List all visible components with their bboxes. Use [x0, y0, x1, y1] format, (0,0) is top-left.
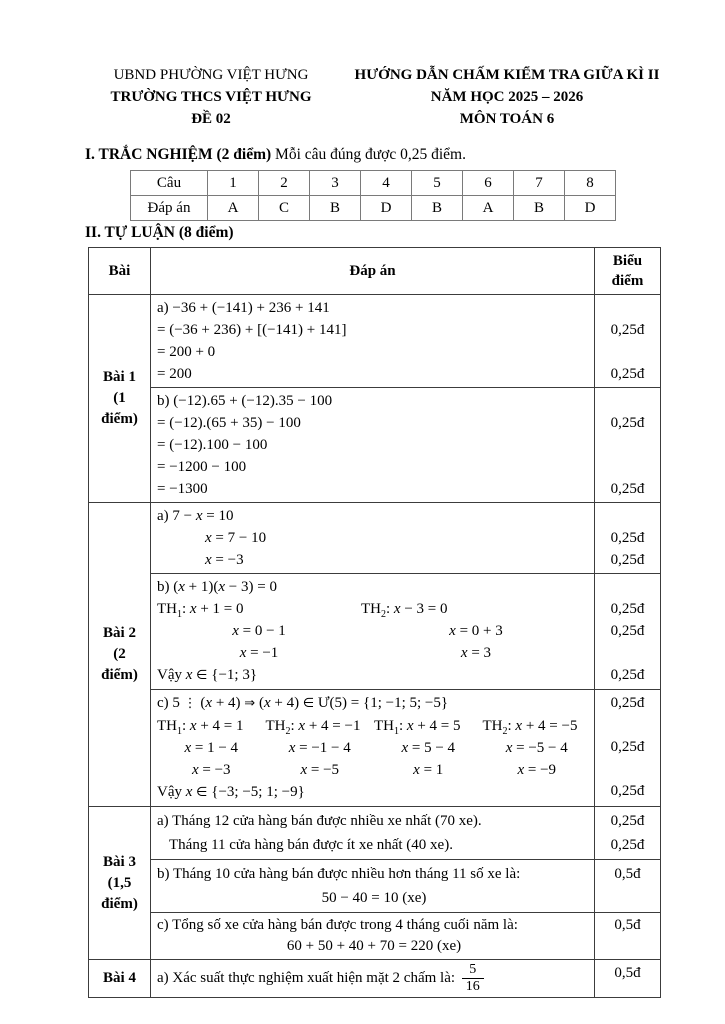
answer-line-segment: $TH_2$: x + 4 = −1	[265, 718, 361, 737]
essay-subrow	[89, 860, 661, 913]
answer-line-segment: x = −9	[517, 762, 557, 778]
school-name: TRƯỜNG THCS VIỆT HƯNG	[110, 89, 312, 105]
answer-line-segment: x = −1 − 4	[288, 740, 351, 756]
answer-line: a) −36 + (−141) + 236 + 141	[157, 300, 330, 316]
score-spacer	[595, 341, 660, 363]
mc-answer-value: A	[463, 196, 514, 221]
score-spacer	[595, 936, 660, 957]
column-header-bieu-diem: Biểu điểm	[595, 248, 661, 295]
multiple-choice-table	[130, 170, 616, 221]
answer-line-segment: x = −3	[191, 762, 231, 778]
answer-line: = −1200 − 100	[157, 459, 247, 475]
score-value: 0,25đ	[610, 601, 645, 617]
score-value: 0,5đ	[614, 917, 641, 933]
document-title: HƯỚNG DẪN CHẤM KIỂM TRA GIỮA KÌ II	[354, 67, 660, 83]
section-1-heading	[85, 146, 466, 164]
mc-question-number: 3	[310, 171, 361, 196]
answer-cell	[151, 960, 595, 998]
answer-cell	[151, 574, 595, 690]
answer-line-segment: $TH_1$: x + 4 = 5	[374, 718, 461, 737]
exercise-label: Bài 2 (2 điểm)	[89, 503, 151, 807]
mc-question-number: 4	[361, 171, 412, 196]
score-value: 0,25đ	[610, 813, 645, 829]
answer-line: x = 7 − 10	[205, 530, 267, 546]
score-value: 0,25đ	[610, 783, 645, 799]
mc-question-number: 8	[565, 171, 616, 196]
essay-header-row	[89, 248, 661, 295]
answer-cell	[151, 860, 595, 913]
score-spacer	[595, 642, 660, 664]
answer-line: = −1300	[157, 481, 208, 497]
score-value: 0,25đ	[610, 415, 645, 431]
essay-subrow	[89, 960, 661, 998]
score-value: 0,25đ	[610, 739, 645, 755]
score-value: 0,25đ	[610, 695, 645, 711]
mc-question-number: 6	[463, 171, 514, 196]
answer-line: c) Tổng số xe cửa hàng bán được trong 4 tháng cuối năm là:	[157, 917, 518, 933]
answer-line: b) (x + 1)(x − 3) = 0	[157, 579, 277, 595]
answer-line-segment: $TH_1$: x + 4 = 1	[157, 718, 244, 737]
answer-cell	[151, 388, 595, 503]
score-value: 0,25đ	[610, 667, 645, 683]
score-spacer	[595, 758, 660, 780]
answer-line-segment: x = 0 + 3	[449, 623, 503, 639]
score-cell	[595, 295, 661, 388]
score-cell	[595, 388, 661, 503]
score-spacer	[595, 456, 660, 478]
multiple-choice-table-container	[130, 170, 616, 221]
score-value: 0,25đ	[610, 481, 645, 497]
score-cell	[595, 860, 661, 913]
mc-answer-value: B	[310, 196, 361, 221]
answer-line-segment: $TH_1$: x + 1 = 0	[157, 601, 244, 620]
answer-line-segment: x = 1 − 4	[184, 740, 239, 756]
mc-question-number: 7	[514, 171, 565, 196]
mc-answer-row	[131, 196, 616, 221]
essay-subrow	[89, 388, 661, 503]
essay-subrow	[89, 574, 661, 690]
exam-code: ĐỀ 02	[191, 111, 231, 127]
score-value: 0,5đ	[614, 866, 641, 882]
answer-line-segment: x = 3	[460, 645, 492, 661]
answer-line	[157, 620, 591, 642]
column-header-dap-an: Đáp án	[151, 248, 595, 295]
score-value: 0,25đ	[610, 623, 645, 639]
answer-line	[157, 737, 591, 759]
mc-answer-value: D	[361, 196, 412, 221]
answer-line-segment: x = 5 − 4	[401, 740, 456, 756]
score-value: 0,25đ	[610, 837, 645, 853]
exercise-label: Bài 4	[89, 960, 151, 998]
score-value: 0,5đ	[614, 965, 641, 981]
mc-answer-value: A	[208, 196, 259, 221]
answer-cell	[151, 503, 595, 574]
fraction-value: $\frac{5}{16}$	[462, 962, 484, 995]
section-1-note: Mỗi câu đúng được 0,25 điểm.	[271, 146, 466, 163]
section-2-heading: II. TỰ LUẬN (8 điểm)	[85, 224, 234, 241]
answer-line-segment: $TH_2$: x − 3 = 0	[360, 601, 448, 620]
mc-answer-value: B	[514, 196, 565, 221]
score-cell	[595, 807, 661, 860]
issuing-authority: UBND PHƯỜNG VIỆT HƯNG	[113, 67, 309, 83]
score-value: 0,25đ	[610, 322, 645, 338]
answer-line	[157, 715, 591, 737]
answer-line: a) Xác suất thực nghiệm xuất hiện mặt 2 chấm là: $\frac{5}{16}$	[157, 962, 591, 995]
answer-line: x = −3	[205, 552, 244, 568]
score-cell	[595, 574, 661, 690]
header-left-block	[85, 64, 337, 130]
answer-line-segment: x = −1	[239, 645, 279, 661]
answer-line: Vậy x ∈ {−1; 3}	[157, 667, 258, 683]
answer-line-segment: $TH_2$: x + 4 = −5	[482, 718, 578, 737]
essay-table-container	[88, 247, 661, 998]
score-cell	[595, 690, 661, 807]
score-spacer	[595, 390, 660, 412]
score-spacer	[595, 714, 660, 736]
answer-line	[157, 598, 591, 620]
answer-cell	[151, 913, 595, 960]
essay-subrow	[89, 503, 661, 574]
answer-line: Tháng 11 cửa hàng bán được ít xe nhất (40 xe).	[169, 837, 453, 853]
answer-cell	[151, 807, 595, 860]
score-value: 0,25đ	[610, 530, 645, 546]
score-value: 0,25đ	[610, 366, 645, 382]
score-spacer	[595, 886, 660, 910]
essay-subrow	[89, 913, 661, 960]
answer-line: Vậy x ∈ {−3; −5; 1; −9}	[157, 784, 305, 800]
answer-line-segment: x = 0 − 1	[232, 623, 286, 639]
score-cell	[595, 503, 661, 574]
essay-subrow	[89, 807, 661, 860]
subject: MÔN TOÁN 6	[459, 111, 555, 127]
score-spacer	[595, 576, 660, 598]
mc-question-row	[131, 171, 616, 196]
answer-line: = (−12).100 − 100	[157, 437, 268, 453]
score-cell	[595, 913, 661, 960]
school-year: NĂM HỌC 2025 – 2026	[430, 89, 584, 105]
answer-line: 60 + 50 + 40 + 70 = 220 (xe)	[286, 938, 462, 954]
answer-line: 50 − 40 = 10 (xe)	[321, 890, 427, 906]
exercise-label: Bài 3 (1,5 điểm)	[89, 807, 151, 960]
score-spacer	[595, 505, 660, 527]
score-cell	[595, 960, 661, 998]
answer-line: b) Tháng 10 cửa hàng bán được nhiều hơn tháng 11 số xe là:	[157, 866, 521, 882]
answer-line-segment: x = 1	[413, 762, 444, 778]
answer-line-segment: x = −5 − 4	[505, 740, 568, 756]
answer-line	[157, 642, 591, 664]
essay-subrow	[89, 295, 661, 388]
mc-answer-value: B	[412, 196, 463, 221]
mc-question-number: 1	[208, 171, 259, 196]
exercise-label: Bài 1 (1 điểm)	[89, 295, 151, 503]
answer-line: = (−12).(65 + 35) − 100	[157, 415, 301, 431]
answer-line: c) 5 ⋮ (x + 4) ⇒ (x + 4) ∈ Ư(5) = {1; −1; 5; −5}	[157, 695, 449, 711]
mc-answer-value: D	[565, 196, 616, 221]
answer-line: a) 7 − x = 10	[157, 508, 234, 524]
score-spacer	[595, 434, 660, 456]
mc-question-number: 2	[259, 171, 310, 196]
score-value: 0,25đ	[610, 552, 645, 568]
answer-line: = 200 + 0	[157, 344, 216, 360]
column-header-bai: Bài	[89, 248, 151, 295]
answer-cell	[151, 690, 595, 807]
score-spacer	[595, 297, 660, 319]
mc-row-label: Câu	[131, 171, 208, 196]
essay-subrow	[89, 690, 661, 807]
answer-line: a) Tháng 12 cửa hàng bán được nhiều xe nhất (70 xe).	[157, 813, 482, 829]
mc-answer-value: C	[259, 196, 310, 221]
header-right-block	[337, 64, 677, 130]
answer-line: b) (−12).65 + (−12).35 − 100	[157, 393, 333, 409]
answer-cell	[151, 295, 595, 388]
mc-question-number: 5	[412, 171, 463, 196]
answer-line-segment: x = −5	[300, 762, 340, 778]
mc-row-label: Đáp án	[131, 196, 208, 221]
answer-line	[157, 759, 591, 781]
essay-answer-table	[88, 247, 661, 998]
answer-line: = 200	[157, 366, 192, 382]
document-header	[85, 64, 677, 130]
answer-line: = (−36 + 236) + [(−141) + 141]	[157, 322, 347, 338]
section-1-title: I. TRẮC NGHIỆM (2 điểm)	[85, 146, 272, 163]
